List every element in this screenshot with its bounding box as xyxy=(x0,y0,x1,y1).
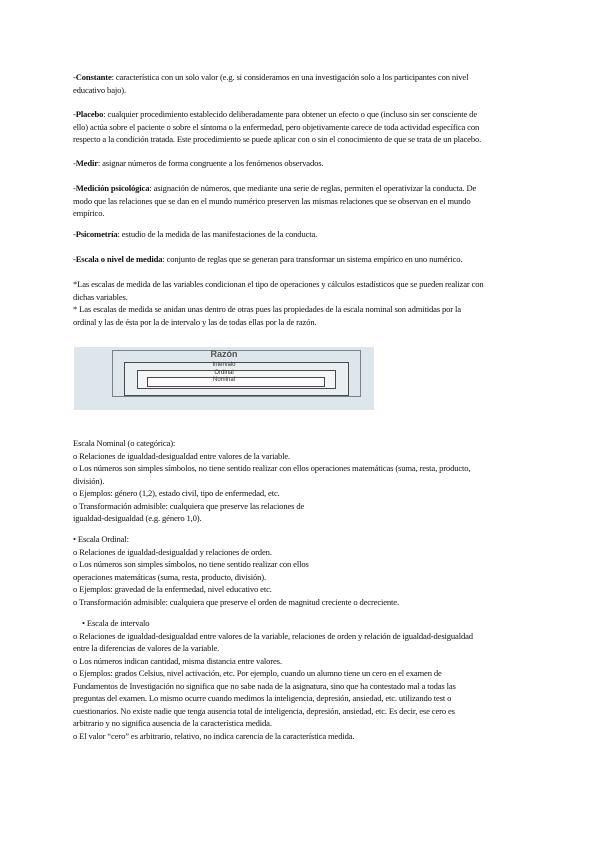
section-line: arbitrario y no significa ausencia de la característica medida. xyxy=(73,718,272,728)
section-line: o Transformación admisible: cualquiera que preserve las relaciones de xyxy=(73,500,305,511)
notes-block xyxy=(73,278,528,328)
definition-text: educativo bajo). xyxy=(73,84,126,95)
section-line: cuestionarios. No existe nadie que tenga ausencia total de inteligencia, depresión, ansiedad, etc. Es decir, ese cero es xyxy=(73,705,455,716)
note-line: dichas variables. xyxy=(73,291,128,302)
section-heading: Escala Nominal (o categórica): xyxy=(73,438,176,448)
definition-text: : estudio de la medida de las manifestaciones de la conducta. xyxy=(117,229,318,239)
definition-line xyxy=(73,182,528,195)
ordinal-label: Ordinal xyxy=(214,370,234,376)
definition-term: Medición psicológica xyxy=(75,183,150,193)
definition-term: Medir xyxy=(75,158,98,168)
note-line: *Las escalas de medida de las variables condicionan el tipo de operaciones y cálculos estadísticos que se pueden realizar con xyxy=(73,279,484,289)
definition-placebo xyxy=(73,108,528,146)
section-line: operaciones matemáticas (suma, resta, producto, división). xyxy=(73,571,266,582)
section-line: o Transformación admisible: cualquiera que preserve el orden de magnitud creciente o decreciente. xyxy=(73,596,399,607)
definition-text: empírico. xyxy=(73,208,105,218)
section-line: preguntas del examen. Lo mismo ocurre cuando medimos la inteligencia, depresión, ansiedad, etc. utilizando test o xyxy=(73,693,452,703)
definition-prefix: - xyxy=(73,158,76,168)
definition-prefix: - xyxy=(73,183,76,193)
definition-text: : característica con un solo valor (e.g. si consideramos en una investigación solo a los participantes con nivel xyxy=(111,72,469,82)
definition-text: : asignar números de forma congruente a los fenómenos observados. xyxy=(97,158,324,168)
section-line: o Ejemplos: grados Celsius, nivel activación, etc. Por ejemplo, cuando un alumno tiene un cero en el examen de xyxy=(73,668,442,678)
section-line: o Relaciones de igualdad-desigualdad entre valores de la variable, relaciones de orden y relación de igualdad-desigualdad xyxy=(73,630,473,641)
definition-prefix: - xyxy=(73,254,76,264)
definition-text: : asignación de números, que mediante una serie de reglas, permiten el operativizar la conducta. De xyxy=(149,183,477,193)
nested-scales-figure xyxy=(74,347,374,410)
section-line: Fundamentos de Investigación no significa que no sabe nada de la asignatura, sino que ha contestado mal a todas las xyxy=(73,680,456,691)
definition-line xyxy=(73,253,528,266)
note-line: ordinal y las de ésta por la de intervalo y las de todas ellas por la de razón. xyxy=(73,316,317,327)
definition-medir xyxy=(73,157,528,170)
definition-prefix: - xyxy=(73,72,76,82)
definition-prefix: - xyxy=(73,229,76,239)
section-line: o Relaciones de igualdad-desigualdad y relaciones de orden. xyxy=(73,546,272,557)
section-line: división). xyxy=(73,475,105,486)
note-line: * Las escalas de medida se anidan unas dentro de otras pues las propiedades de la escala nominal son admitidas por la xyxy=(73,304,461,314)
definition-escala xyxy=(73,253,528,266)
definition-text: : conjunto de reglas que se generan para transformar un sistema empírico en uno numérico. xyxy=(162,254,463,264)
definition-text: respecto a la condición tratada. Este procedimiento se puede aplicar con o sin el conocimiento de que se trata de un placebo. xyxy=(73,134,482,144)
definition-text: modo que las relaciones que se dan en el mundo numérico preserven las mismas relaciones que se observan en el mundo xyxy=(73,195,471,206)
razon-label: Razón xyxy=(210,349,238,359)
ordinal-section xyxy=(73,533,528,608)
section-line: o Ejemplos: género (1,2), estado civil, tipo de enfermedad, etc. xyxy=(73,488,280,498)
intervalo-section xyxy=(73,617,528,742)
section-heading: • Escala Ordinal: xyxy=(73,534,129,544)
nominal-section xyxy=(73,437,528,525)
section-line: igualdad-desigualdad (e.g. género 1,0). xyxy=(73,513,202,523)
definition-prefix: - xyxy=(73,109,76,119)
definition-term: Constante xyxy=(75,72,112,82)
section-line: o Los números indican cantidad, misma distancia entre valores. xyxy=(73,655,282,666)
definition-medicion-psicologica xyxy=(73,182,528,220)
definition-text: : cualquier procedimiento establecido deliberadamente para obtener un efecto o que (incluso sin ser consciente de xyxy=(103,109,477,119)
section-line: o Los números son simples símbolos, no tiene sentido realizar con ellos xyxy=(73,559,309,569)
definition-line xyxy=(73,228,528,241)
section-line: o Relaciones de igualdad-desigualdad entre valores de la variable. xyxy=(73,450,291,461)
definition-line xyxy=(73,108,528,121)
intervalo-label: Intervalo xyxy=(212,362,236,368)
definition-term: Escala o nivel de medida xyxy=(75,254,163,264)
definition-term: Psicometría xyxy=(75,229,118,239)
section-line: o Los números son simples símbolos, no tiene sentido realizar con ellos operaciones matemáticas (suma, resta, producto, xyxy=(73,463,471,473)
definition-text: ello) actúa sobre el paciente o sobre el síntoma o la enfermedad, pero objetivamente carece de toda actividad específica con xyxy=(73,121,480,132)
definition-term: Placebo xyxy=(75,109,104,119)
definition-constante xyxy=(73,71,528,96)
section-line: o El valor “cero” es arbitrario, relativo, no indica carencia de la característica medida. xyxy=(73,730,355,741)
section-line: entre la diferencias de valores de la variable. xyxy=(73,643,220,653)
section-line: o Ejemplos: gravedad de la enfermedad, nivel educativo etc. xyxy=(73,584,272,594)
nominal-label: Nominal xyxy=(212,377,235,383)
definition-psicometria xyxy=(73,228,528,241)
definition-line xyxy=(73,71,528,84)
definition-line xyxy=(73,157,528,170)
section-heading: • Escala de intervalo xyxy=(82,618,150,628)
